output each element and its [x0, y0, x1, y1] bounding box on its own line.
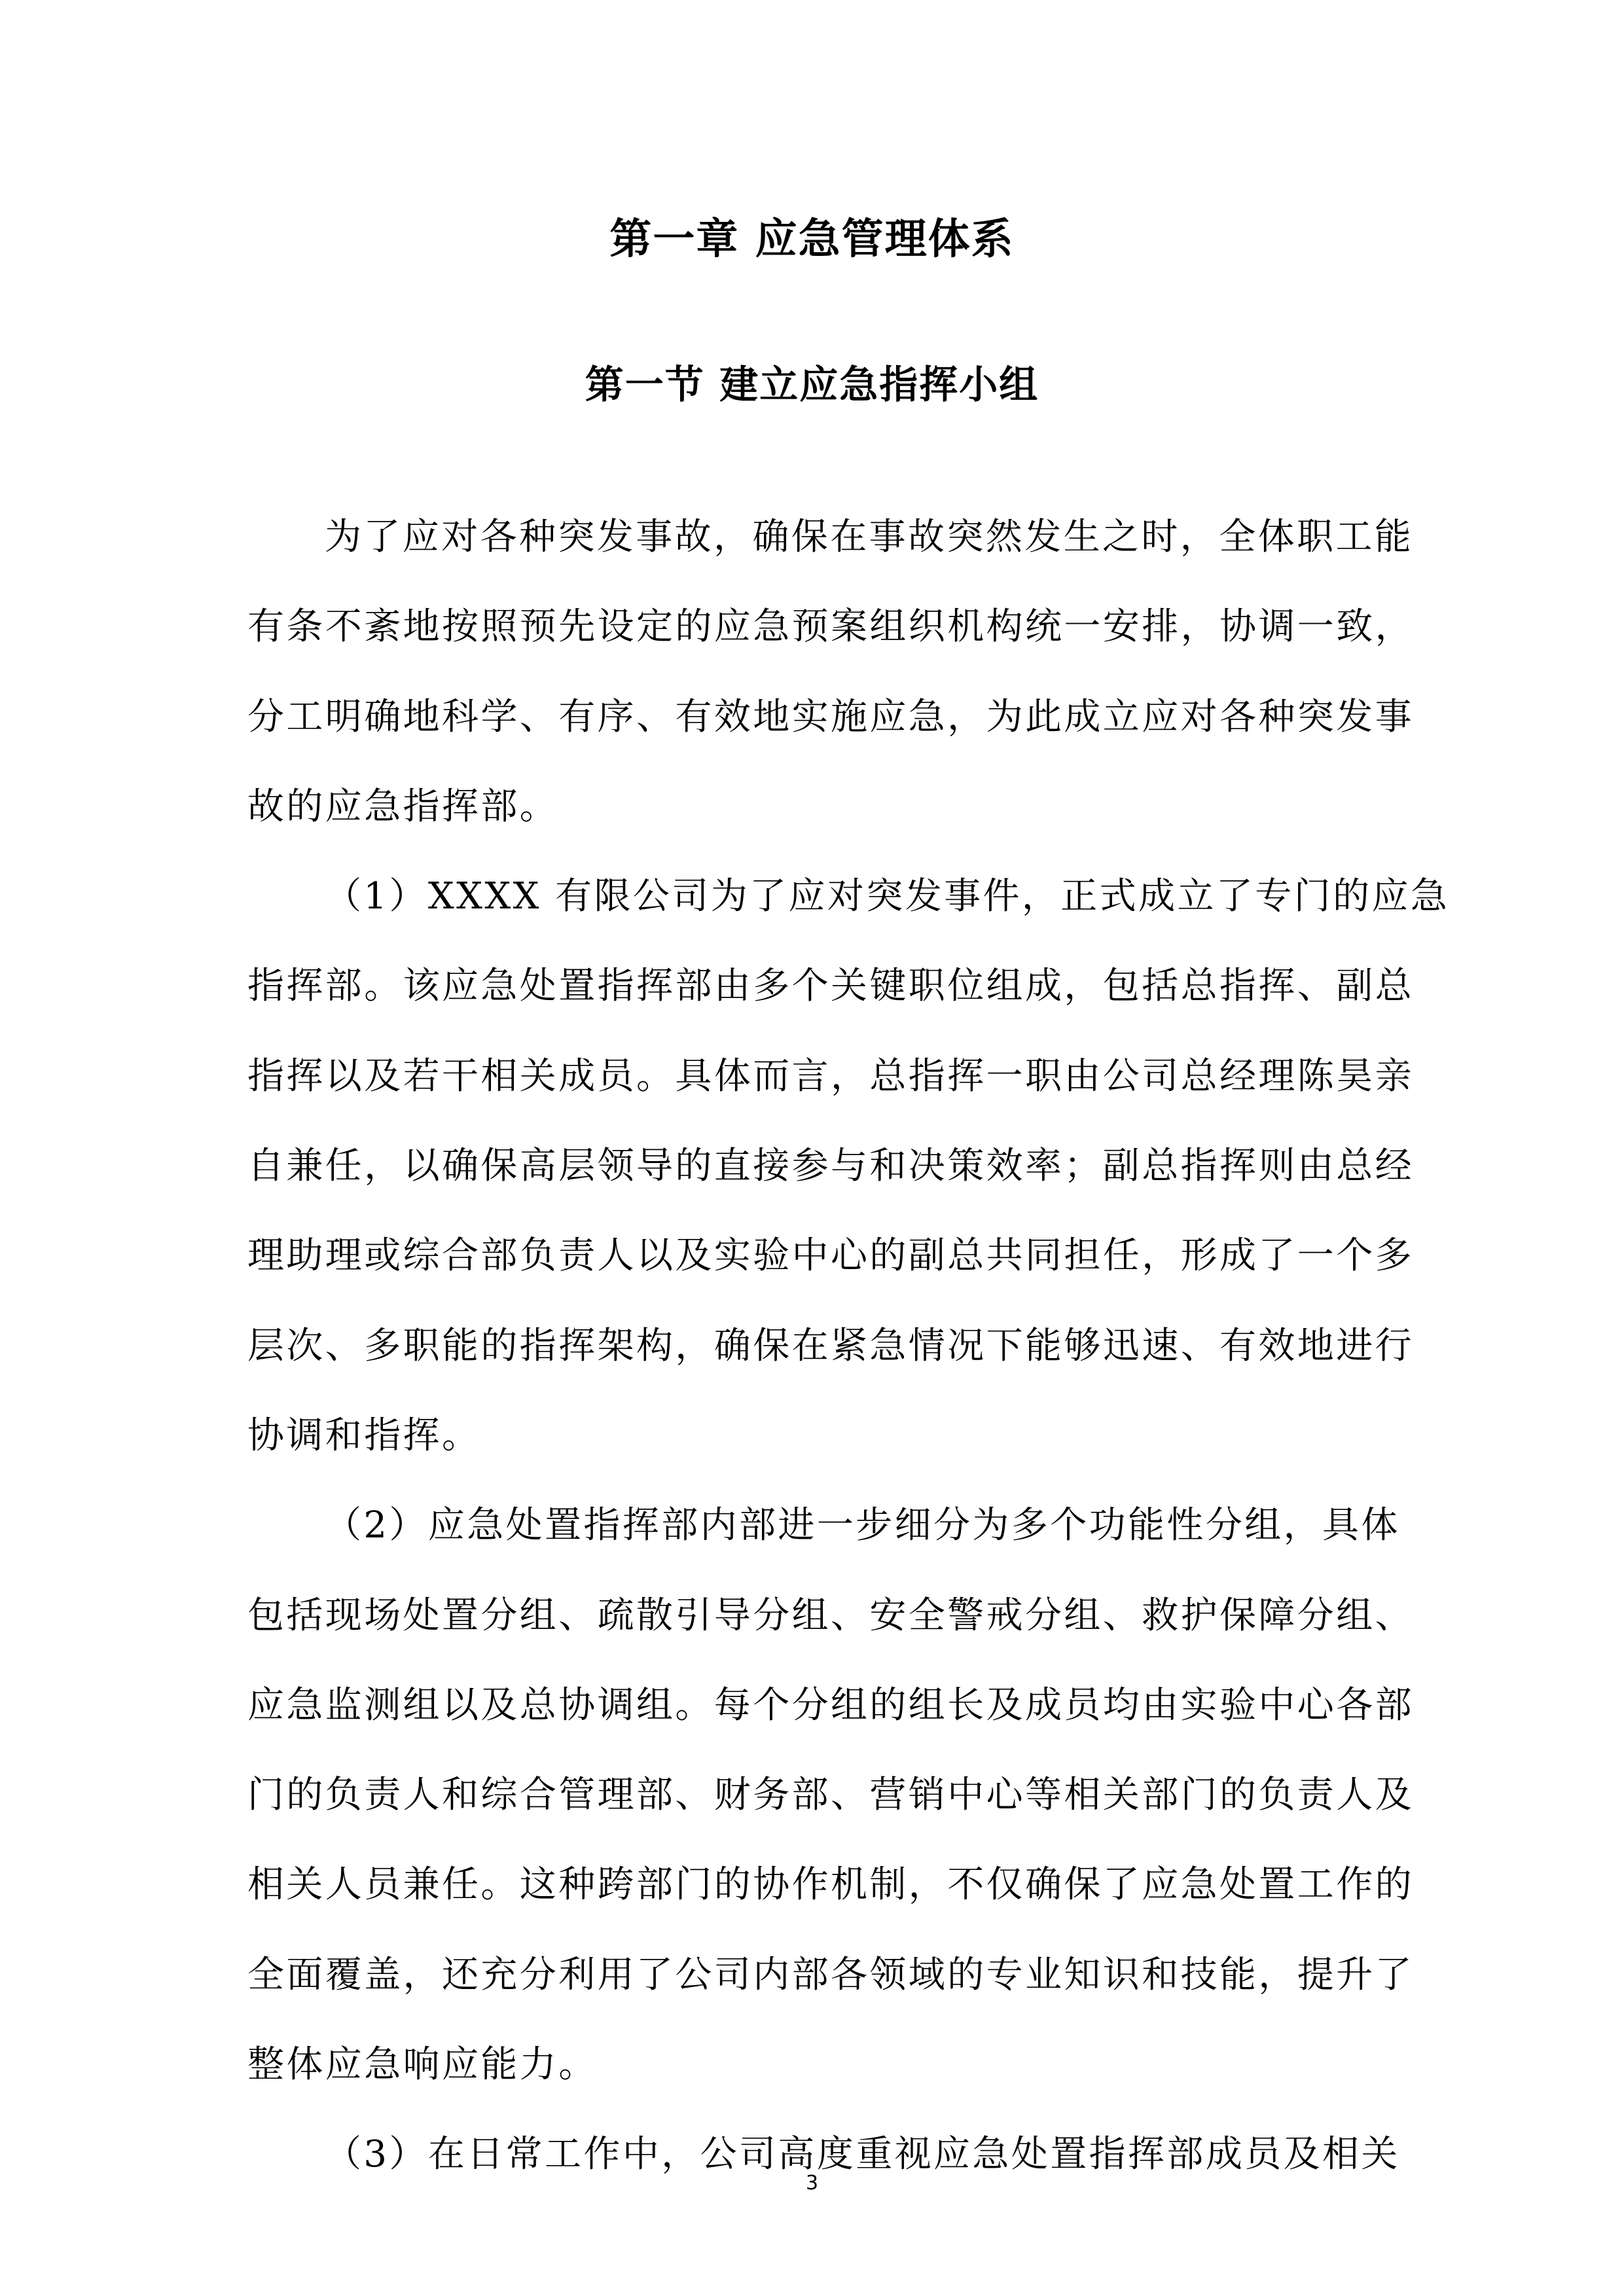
- text-line: （2）应急处置指挥部内部进一步细分为多个功能性分组，具体: [325, 1504, 1400, 1547]
- text-line: 整体应急响应能力。: [247, 2043, 598, 2087]
- paragraph-item-1: [247, 852, 1450, 1480]
- paragraph-intro: [247, 492, 1414, 852]
- text-line: 故的应急指挥部。: [247, 785, 559, 828]
- text-line: 为了应对各种突发事故，确保在事故突然发生之时，全体职工能: [325, 516, 1414, 558]
- text-line: 应急监测组以及总协调组。每个分组的组长及成员均由实验中心各部: [247, 1683, 1414, 1727]
- text-line: 理助理或综合部负责人以及实验中心的副总共同担任，形成了一个多: [247, 1234, 1414, 1278]
- text-line: 分工明确地科学、有序、有效地实施应急，为此成立应对各种突发事: [247, 695, 1414, 738]
- text-line: 门的负责人和综合管理部、财务部、营销中心等相关部门的负责人及: [247, 1774, 1414, 1817]
- text-line: 层次、多职能的指挥架构，确保在紧急情况下能够迅速、有效地进行: [247, 1324, 1414, 1367]
- text-line: 包括现场处置分组、疏散引导分组、安全警戒分组、救护保障分组、: [247, 1594, 1414, 1637]
- page-number: 3: [805, 2172, 819, 2195]
- text-line: （1）XXXX 有限公司为了应对突发事件，正式成立了专门的应急: [325, 875, 1450, 918]
- chapter-title: 第一章 应急管理体系: [609, 215, 1015, 264]
- section-title: 第一节 建立应急指挥小组: [585, 362, 1039, 407]
- paragraph-item-2: [247, 1480, 1414, 2109]
- text-line: 协调和指挥。: [247, 1414, 481, 1457]
- text-line: 相关人员兼任。这种跨部门的协作机制，不仅确保了应急处置工作的: [247, 1863, 1414, 1907]
- text-line: 指挥以及若干相关成员。具体而言，总指挥一职由公司总经理陈昊亲: [247, 1054, 1414, 1098]
- text-line: 全面覆盖，还充分利用了公司内部各领域的专业知识和技能，提升了: [247, 1953, 1414, 1996]
- document-body: [247, 492, 1450, 2200]
- text-line: 有条不紊地按照预先设定的应急预案组织机构统一安排，协调一致，: [247, 605, 1414, 649]
- text-line: 指挥部。该应急处置指挥部由多个关键职位组成，包括总指挥、副总: [247, 965, 1414, 1008]
- text-line: 自兼任，以确保高层领导的直接参与和决策效率；副总指挥则由总经: [247, 1145, 1414, 1188]
- text-line: （3）在日常工作中，公司高度重视应急处置指挥部成员及相关: [325, 2133, 1400, 2176]
